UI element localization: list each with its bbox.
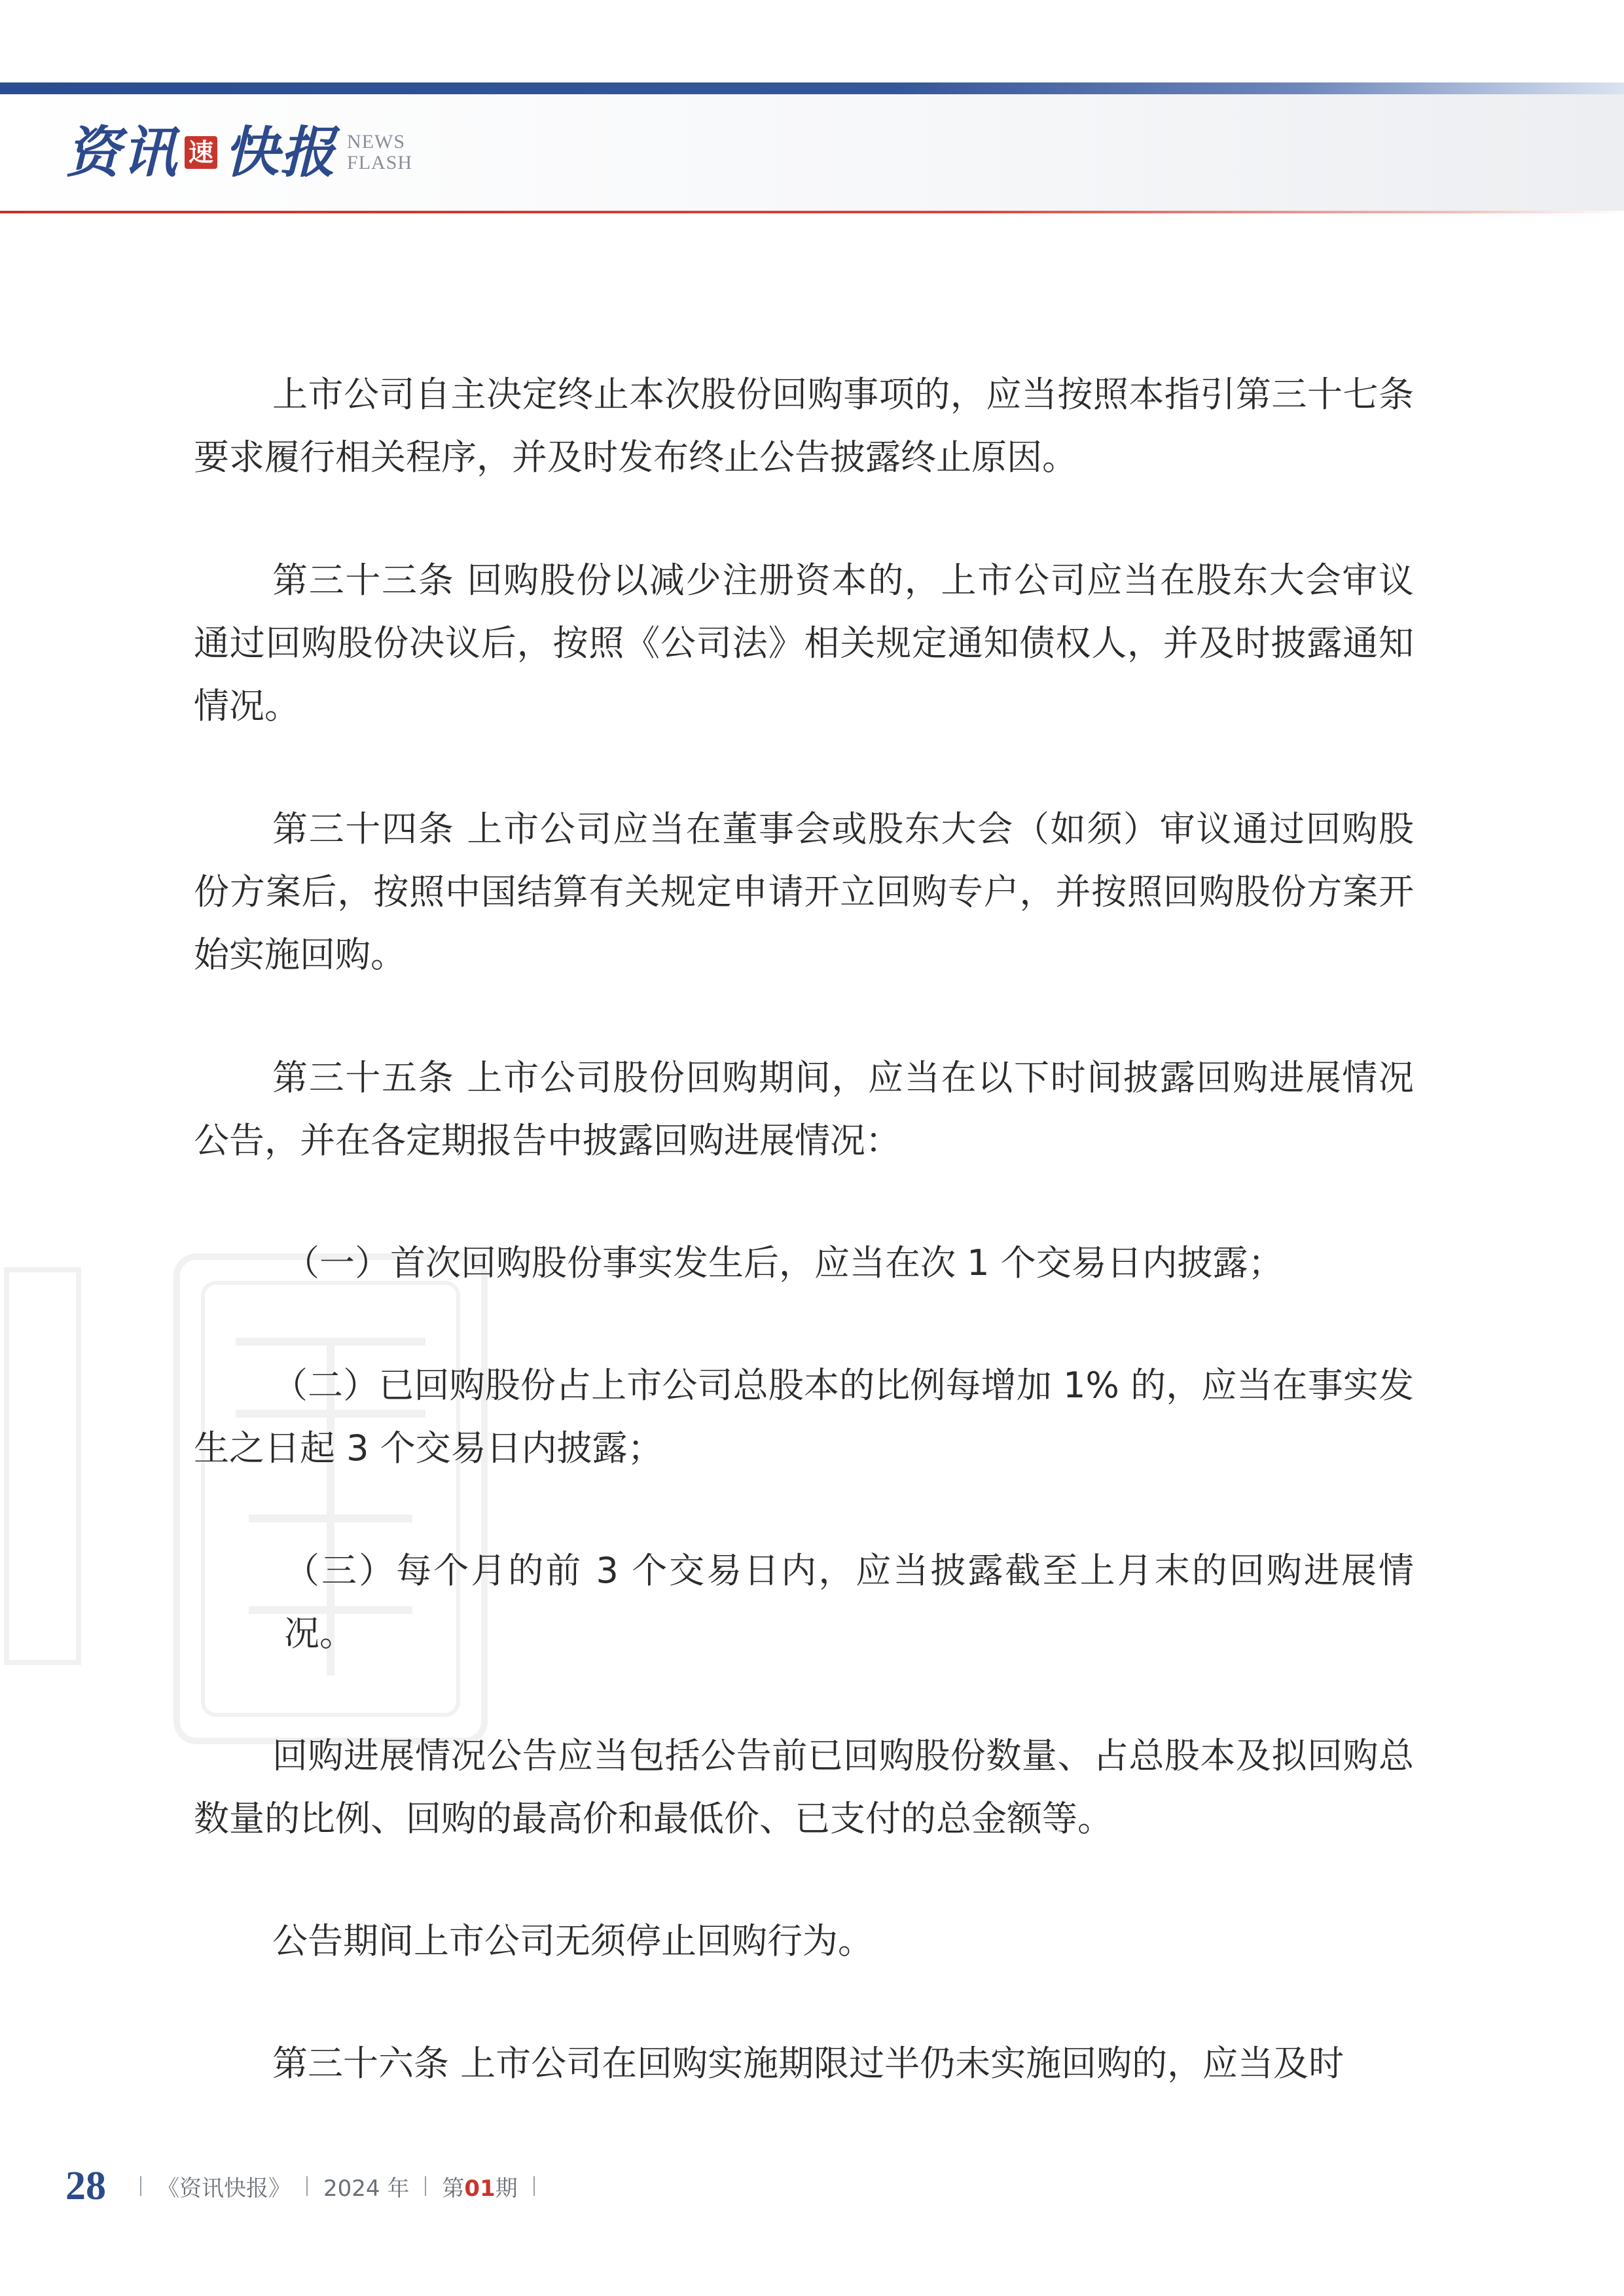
paragraph-progress-content: 回购进展情况公告应当包括公告前已回购股份数量、占总股本及拟回购总数量的比例、回购的最高价和最低价、已支付的总金额等。 <box>194 1735 1414 1839</box>
paragraph-termination: 上市公司自主决定终止本次股份回购事项的，应当按照本指引第三十七条要求履行相关程序，并及时发布终止公告披露终止原因。 <box>194 374 1414 478</box>
header-red-rule <box>0 211 1624 213</box>
footer-divider <box>425 2176 426 2196</box>
news-flash-label <box>347 132 412 173</box>
publication-name: 《资讯快报》 <box>157 2175 291 2202</box>
news-label: NEWS <box>347 131 406 152</box>
issue-suffix: 期 <box>495 2175 518 2202</box>
seal-icon: 速 <box>185 136 217 169</box>
publication-year: 2024 年 <box>323 2175 410 2202</box>
footer-divider <box>533 2176 535 2196</box>
article-body <box>194 363 1414 2095</box>
issue-label <box>442 2170 517 2202</box>
page-footer <box>65 2160 550 2212</box>
masthead-logo <box>65 117 412 188</box>
logo-text-right: 快报 <box>224 120 337 185</box>
header-top-bar <box>0 82 1624 94</box>
page-number: 28 <box>65 2163 106 2208</box>
issue-number: 01 <box>464 2175 496 2202</box>
paragraph-no-stop: 公告期间上市公司无须停止回购行为。 <box>272 1920 873 1962</box>
issue-prefix: 第 <box>442 2175 465 2202</box>
list-item-2: （二）已回购股份占上市公司总股本的比例每增加 1% 的，应当在事实发生之日起 3 个交易日内披露； <box>194 1365 1414 1469</box>
footer-divider <box>140 2176 141 2196</box>
logo-text-left: 资讯 <box>65 120 179 185</box>
article-36: 第三十六条 上市公司在回购实施期限过半仍未实施回购的，应当及时 <box>272 2043 1344 2084</box>
list-item-3: （三）每个月的前 3 个交易日内，应当披露截至上月末的回购进展情况。 <box>284 1550 1414 1654</box>
flash-label: FLASH <box>347 152 413 173</box>
article-33: 第三十三条 回购股份以减少注册资本的，上市公司应当在股东大会审议通过回购股份决议后，按照《公司法》相关规定通知债权人，并及时披露通知情况。 <box>194 560 1414 726</box>
article-34: 第三十四条 上市公司应当在董事会或股东大会（如须）审议通过回购股份方案后，按照中国结算有关规定申请开立回购专户，并按照回购股份方案开始实施回购。 <box>194 808 1414 975</box>
footer-divider <box>306 2176 308 2196</box>
article-35: 第三十五条 上市公司股份回购期间，应当在以下时间披露回购进展情况公告，并在各定期报告中披露回购进展情况： <box>194 1057 1414 1161</box>
list-item-1: （一）首次回购股份事实发生后，应当在次 1 个交易日内披露； <box>284 1242 1284 1283</box>
